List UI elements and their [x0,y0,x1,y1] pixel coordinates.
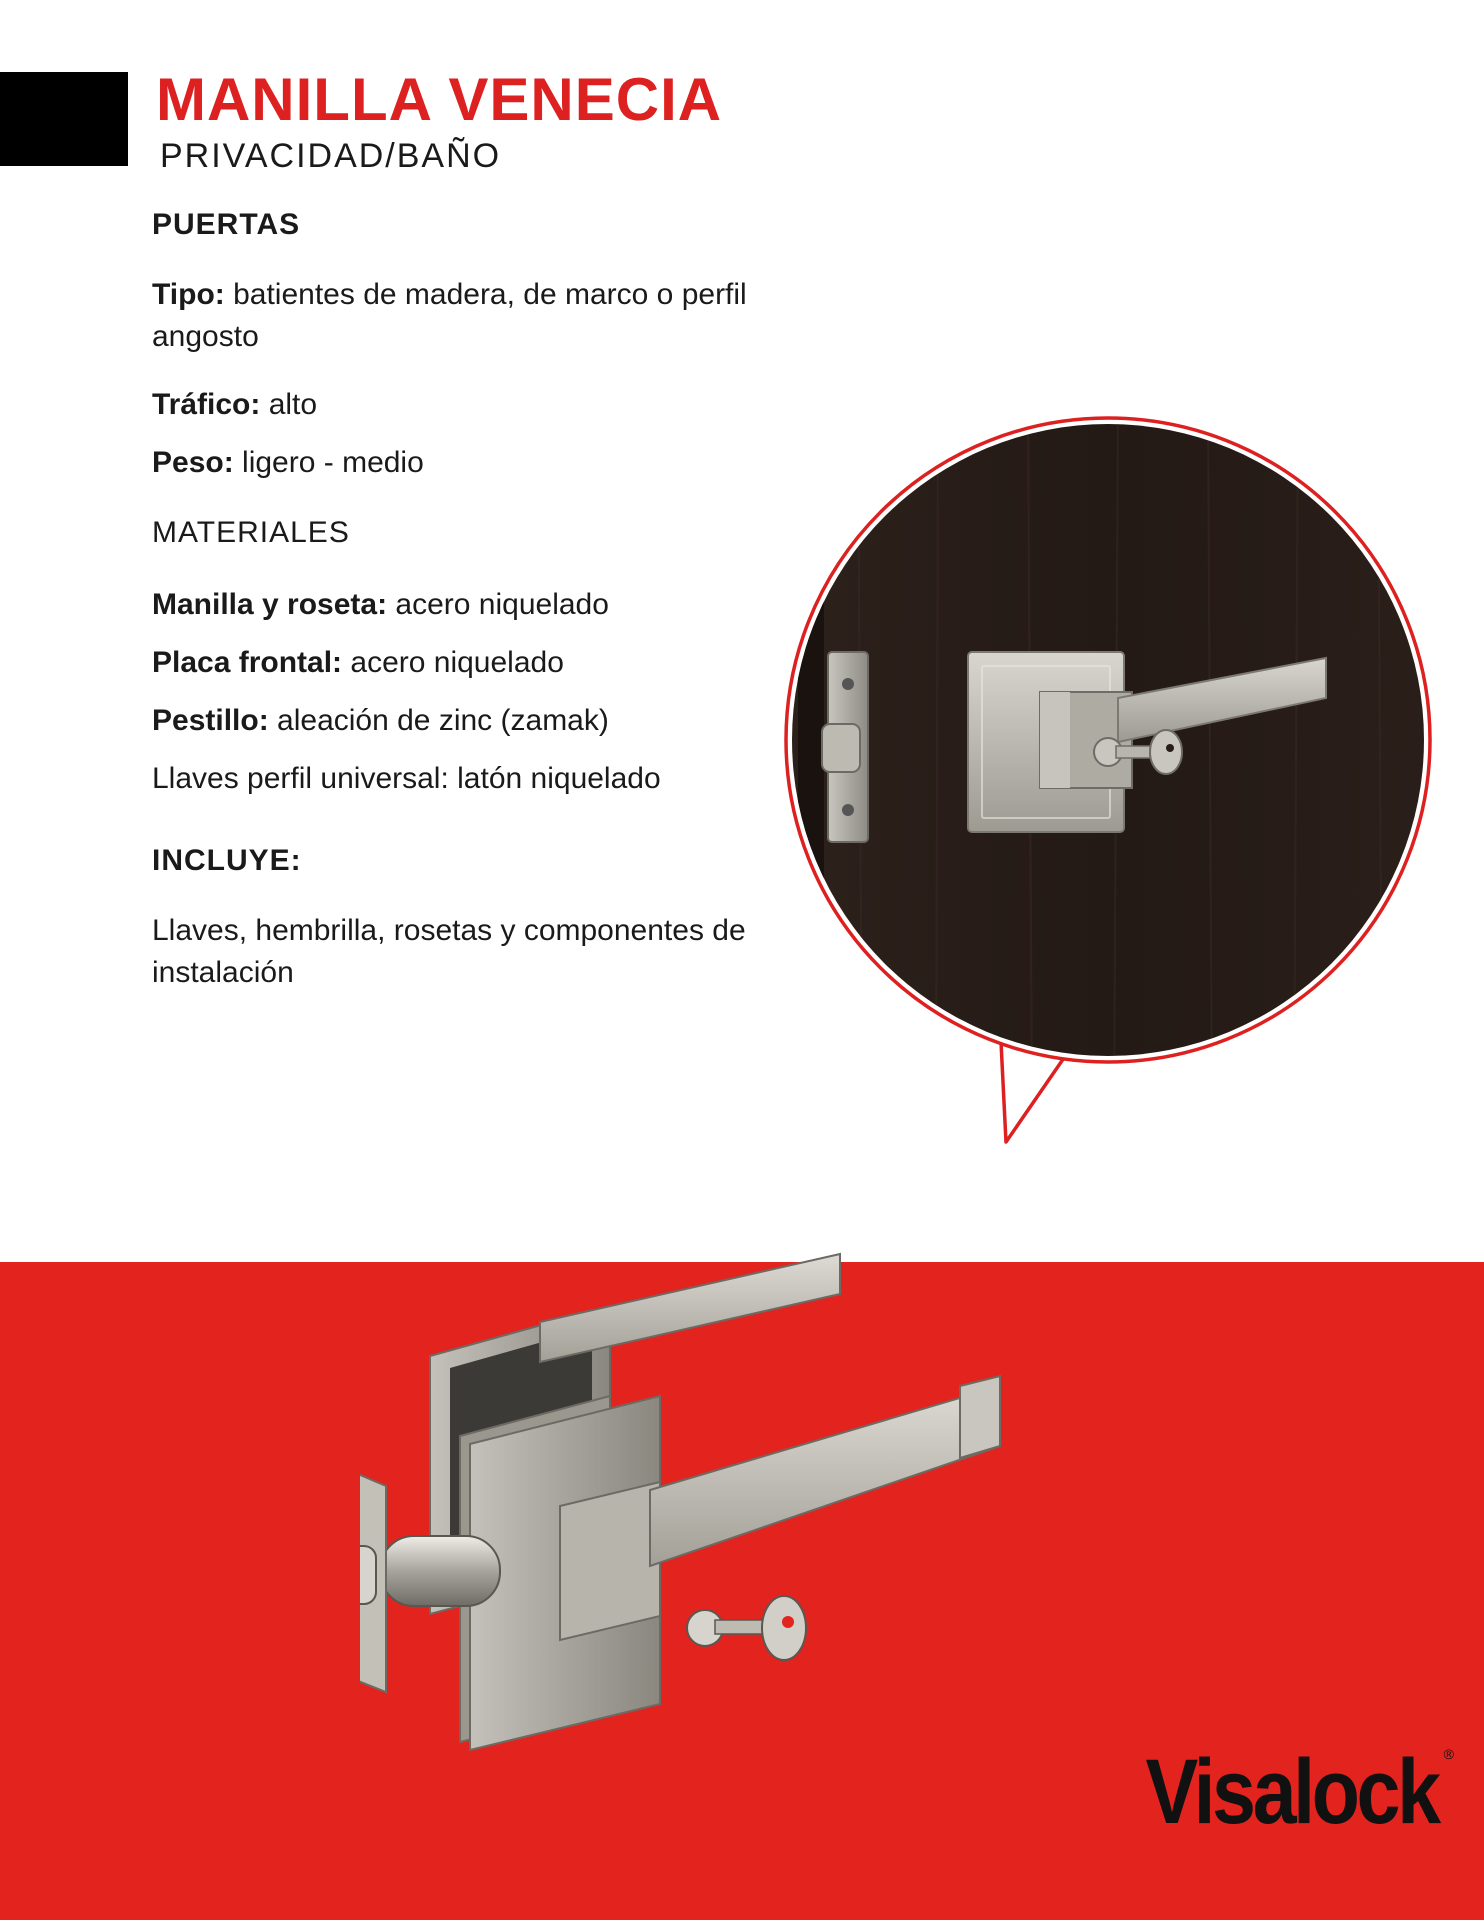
spec-trafico-label: Tráfico: [152,388,261,421]
product-title: MANILLA VENECIA [156,66,723,133]
spec-pestillo [152,700,792,742]
latch-plate [822,652,868,842]
spec-placa-value: acero niquelado [342,646,564,679]
spec-manilla-value: acero niquelado [387,588,609,621]
spec-peso-label: Peso: [152,446,234,479]
spec-peso-value: ligero - medio [233,446,424,479]
registered-mark: ® [1443,1746,1454,1762]
spec-llaves: Llaves perfil universal: latón niquelado [152,762,661,795]
materials-heading: MATERIALES [152,516,350,549]
spec-manilla [152,584,792,626]
spec-tipo-label: Tipo: [152,278,225,311]
spec-trafico-value: alto [260,388,318,421]
doors-heading: PUERTAS [152,208,301,241]
visalock-logo: Visalock [1145,1741,1438,1843]
spec-pestillo-value: aleación de zinc (zamak) [268,704,609,737]
product-key-icon [687,1596,806,1660]
includes-heading: INCLUYE: [152,844,302,877]
spec-tipo-value: batientes de madera, de marco o perfil angosto [152,278,747,353]
spec-peso [152,442,792,484]
product-subtitle: PRIVACIDAD/BAÑO [160,137,502,175]
spec-manilla-label: Manilla y roseta: [152,588,388,621]
header-black-bar [0,72,128,166]
door-photo-bubble [778,412,1448,1152]
spec-tipo [152,274,792,358]
spec-pestillo-label: Pestillo: [152,704,269,737]
spec-placa-label: Placa frontal: [152,646,343,679]
product-photo [360,1236,1240,1756]
includes-text: Llaves, hembrilla, rosetas y componentes de instalación [152,914,746,989]
spec-trafico [152,384,792,426]
spec-placa [152,642,792,684]
